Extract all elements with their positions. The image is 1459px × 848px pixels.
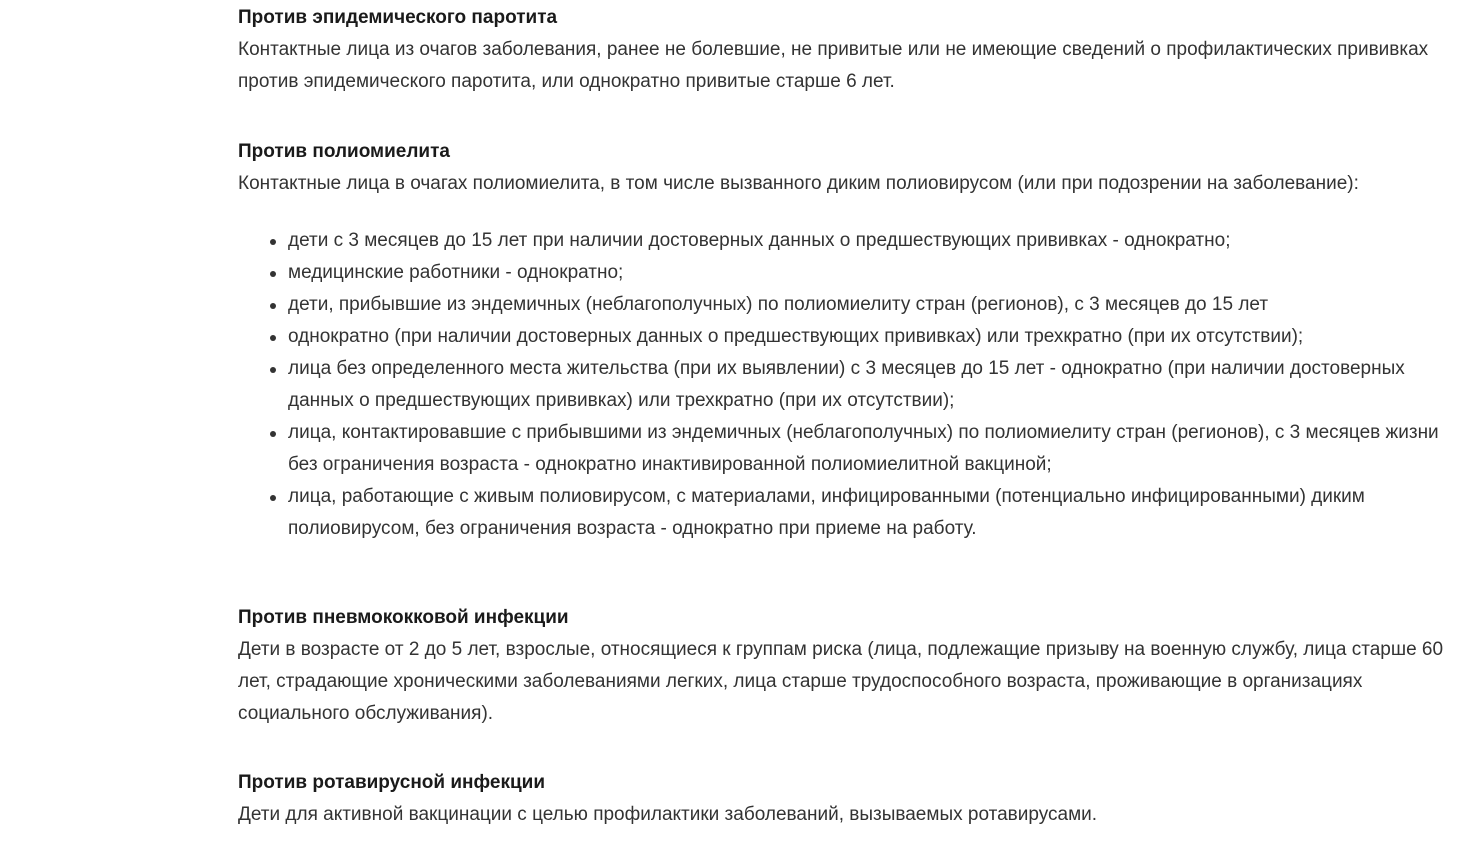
list-item: однократно (при наличии достоверных данных о предшествующих прививках) или трехкратно (при их отсутствии);: [288, 321, 1450, 353]
section-text-pneumococcal: Дети в возрасте от 2 до 5 лет, взрослые, относящиеся к группам риска (лица, подлежащие призыву на военную службу, лица старше 60 лет, страдающие хроническими заболеваниями легких, лица старше трудоспособного возраста, проживающие в организациях социального обслуживания).: [238, 639, 1444, 724]
section-pneumococcal: [238, 602, 1450, 730]
list-item: лица, контактировавшие с прибывшими из эндемичных (неблагополучных) по полиомиелиту стран (регионов), с 3 месяцев жизни без ограничения возраста - однократно инактивированной полиомиелитной вакциной;: [288, 417, 1450, 481]
list-item: лица без определенного места жительства (при их выявлении) с 3 месяцев до 15 лет - однократно (при наличии достоверных данных о предшествующих прививках) или трехкратно (при их отсутствии);: [288, 353, 1450, 417]
section-title-pneumococcal: Против пневмококковой инфекции: [238, 607, 569, 628]
section-text-rotavirus: Дети для активной вакцинации с целью профилактики заболеваний, вызываемых ротавирусами.: [238, 804, 1098, 825]
section-title-mumps: Против эпидемического паротита: [238, 7, 558, 28]
section-mumps: [238, 2, 1450, 98]
list-item: дети, прибывшие из эндемичных (неблагополучных) по полиомиелиту стран (регионов), с 3 месяцев до 15 лет: [288, 289, 1450, 321]
section-rotavirus: [238, 767, 1450, 831]
section-title-polio: Против полиомиелита: [238, 141, 450, 162]
list-item: медицинские работники - однократно;: [288, 257, 1450, 289]
section-title-rotavirus: Против ротавирусной инфекции: [238, 772, 546, 793]
polio-bullet-list: [238, 225, 1450, 545]
list-item: дети с 3 месяцев до 15 лет при наличии достоверных данных о предшествующих прививках - однократно;: [288, 225, 1450, 257]
section-text-mumps: Контактные лица из очагов заболевания, ранее не болевшие, не привитые или не имеющие сведений о профилактических прививках против эпидемического паротита, или однократно привитые старше 6 лет.: [238, 39, 1429, 92]
section-polio: [238, 136, 1450, 545]
list-item: лица, работающие с живым полиовирусом, с материалами, инфицированными (потенциально инфицированными) диким полиовирусом, без ограничения возраста - однократно при приеме на работу.: [288, 481, 1450, 545]
section-text-polio: Контактные лица в очагах полиомиелита, в том числе вызванного диким полиовирусом (или при подозрении на заболевание):: [238, 173, 1359, 194]
